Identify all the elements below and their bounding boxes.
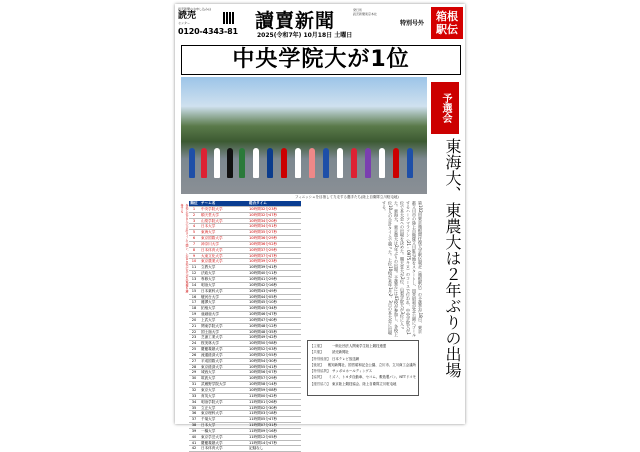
info-key: 【後援】	[310, 362, 324, 367]
cell-team: 山梨学院大学	[201, 218, 223, 223]
cell-rank: 6	[192, 236, 196, 241]
cell-rank: 39	[191, 428, 197, 433]
results-table	[189, 201, 301, 452]
cell-time: 10時間41分29秒	[249, 276, 278, 281]
cell-team: 国士舘大学	[201, 329, 219, 334]
info-list	[310, 343, 416, 387]
header-time: 総合タイム	[249, 201, 267, 205]
cell-rank: 20	[191, 317, 197, 322]
cell-time: 10時間46分47秒	[249, 312, 278, 317]
runner-figure	[407, 148, 413, 178]
cell-rank: 40	[191, 434, 197, 439]
cell-team: 流通経済大学	[201, 352, 223, 357]
cell-time: 11時間01分26秒	[249, 399, 278, 404]
cell-team: 芝浦工業大学	[201, 335, 223, 340]
event-info-box	[307, 340, 419, 396]
cell-time: 記録なし	[249, 446, 264, 451]
cell-team: 育英大学	[201, 393, 216, 398]
cell-time: 10時間39分41秒	[249, 265, 278, 270]
cell-time: 11時間14分47秒	[249, 440, 278, 445]
cell-rank: 34	[191, 399, 197, 404]
cell-rank: 35	[191, 405, 197, 410]
cell-team: 法政大学	[201, 271, 216, 276]
info-value: ミズノ、トヨタ自動車、セコム、敷島製パン、NTTドコモ	[328, 375, 416, 380]
cell-team: 城西大学	[201, 370, 216, 375]
cell-time: 10時間36分29秒	[249, 236, 278, 241]
cell-team: 東京大学	[201, 388, 216, 392]
cell-time: 10時間37分47秒	[249, 253, 278, 258]
cell-time: 10時間37分29秒	[249, 247, 278, 252]
header-team: チーム名	[201, 201, 216, 205]
cell-rank: 15	[191, 288, 197, 293]
runner-figure	[295, 148, 301, 178]
cell-time: 10時間32分23秒	[249, 206, 278, 211]
runner-figure	[351, 148, 357, 178]
cell-time: 11時間00分42秒	[249, 393, 278, 398]
badge-line: 箱根	[436, 10, 458, 23]
cell-time: 10時間36分52秒	[249, 241, 278, 246]
runner-figure	[189, 148, 195, 178]
center-text: センター	[178, 21, 190, 25]
issue-date: 2025(令和7年) 10月18日 土曜日	[257, 32, 353, 39]
cell-team: 中央学院大学	[201, 206, 223, 211]
cell-rank: 18	[191, 306, 197, 311]
publisher-line: 発行所	[353, 8, 363, 12]
runner-figure	[253, 148, 259, 178]
cell-team: 東京農業大学	[201, 259, 223, 264]
info-value: 東京陸上競技協会、陸上自衛隊立川駐屯地	[332, 381, 397, 386]
cell-team: 上武大学	[201, 317, 216, 322]
info-key: 【運営協力】	[310, 381, 331, 386]
cell-time: 10時間48分12秒	[249, 323, 278, 328]
info-key: 【特別後援】	[310, 356, 331, 361]
cell-rank: 16	[191, 294, 197, 299]
cell-rank: 9	[192, 253, 196, 258]
publisher-info	[353, 8, 391, 16]
yomiuri-logo-small: 読売	[178, 11, 197, 21]
cell-time: 10時間39分23秒	[249, 259, 278, 264]
cell-time: 11時間03分18秒	[249, 411, 278, 416]
cell-rank: 26	[191, 352, 197, 357]
cell-team: 立正大学	[201, 405, 216, 410]
cell-rank: 1	[192, 206, 196, 211]
newspaper-page	[175, 4, 465, 451]
cell-team: 駿河台大学	[201, 294, 219, 299]
cell-rank: 5	[192, 230, 196, 235]
info-row	[310, 381, 416, 387]
cell-rank: 13	[191, 276, 197, 281]
runner-figure	[323, 148, 329, 178]
runner-figure	[201, 148, 207, 178]
cell-rank: 31	[191, 382, 197, 387]
cell-team: 関東学院大学	[201, 323, 223, 328]
cell-team: 慶應義塾大学	[201, 347, 223, 352]
phone-number: 0120-4343-81	[178, 27, 238, 36]
cell-time: 10時間52分55秒	[249, 352, 278, 357]
info-value: サッポロホールディングス	[332, 369, 373, 374]
runner-figure	[214, 148, 220, 178]
cell-time: 10時間45分34秒	[249, 306, 278, 311]
cell-team: 東京経済大学	[201, 364, 223, 369]
cell-time: 10時間35分27秒	[249, 230, 278, 235]
cell-team: 平成国際大学	[201, 358, 223, 363]
cell-rank: 27	[191, 358, 197, 363]
cell-team: 大東文化大学	[201, 253, 223, 258]
cell-rank: 24	[191, 341, 197, 346]
cell-rank: 33	[191, 393, 197, 398]
cell-team: 麗澤大学	[201, 300, 216, 305]
table-row	[189, 446, 301, 452]
info-value: 一般社団法人関東学生陸上競技連盟	[332, 344, 387, 348]
runner-figure	[309, 148, 315, 178]
cell-rank: 14	[191, 282, 197, 287]
cell-time: 10時間40分11秒	[249, 271, 278, 276]
cell-team: 東海大学	[201, 230, 216, 235]
cell-team: 順天堂大学	[201, 212, 219, 217]
cell-team: 筑波大学	[201, 376, 216, 381]
side-note: 各校上位10人の合計タイムで競い、上位10校が本大会出場権を獲得する	[180, 204, 189, 293]
cell-team: 日本体育大学	[201, 446, 223, 451]
cell-time: 10時間50分58秒	[249, 341, 278, 346]
vertical-headline: 東海大、東農大は２年ぶりの出場	[443, 138, 462, 378]
cell-rank: 19	[191, 312, 197, 317]
cell-time: 10時間52分03秒	[249, 347, 278, 352]
cell-time: 10時間45分10秒	[249, 300, 278, 305]
info-key: 【共催】	[310, 350, 324, 355]
runner-figure	[239, 148, 245, 178]
cell-rank: 42	[191, 446, 197, 451]
yosenkai-badge: 予選会	[431, 82, 459, 134]
cell-time: 11時間02分30秒	[249, 405, 278, 410]
cell-rank: 28	[191, 364, 197, 369]
runner-figure	[227, 148, 233, 178]
runner-figure	[365, 148, 371, 178]
cell-time: 10時間34分20秒	[249, 218, 278, 223]
cell-rank: 23	[191, 335, 197, 340]
cell-rank: 22	[191, 329, 197, 334]
cell-time: 10時間58分14秒	[249, 382, 278, 387]
cell-rank: 11	[191, 265, 197, 270]
cell-team: 亜細亜大学	[201, 312, 219, 317]
table-body	[189, 207, 301, 452]
info-key: 【特別協賛】	[310, 369, 331, 374]
masthead: 讀賣新聞	[255, 10, 336, 32]
cell-rank: 17	[191, 300, 197, 305]
cell-rank: 41	[191, 440, 197, 445]
cell-rank: 30	[191, 376, 197, 381]
cell-time: 10時間43分49秒	[249, 288, 278, 293]
race-photo	[181, 77, 427, 194]
cell-time: 10時間48分35秒	[249, 329, 278, 334]
special-edition-label: 特別号外	[400, 20, 425, 27]
cell-team: 日本大学	[201, 224, 216, 229]
cell-team: 明治大学	[201, 282, 216, 287]
info-key: 【協賛】	[310, 375, 324, 380]
cell-team: 桜美林大学	[201, 341, 219, 346]
cell-time: 10時間34分51秒	[249, 224, 278, 229]
cell-team: 神奈川大学	[201, 241, 219, 246]
cell-team: 立教大学	[201, 265, 216, 270]
cell-time: 10時間57分29秒	[249, 376, 278, 381]
runner-figure	[379, 148, 385, 178]
cell-team: 日本薬科大学	[201, 288, 223, 293]
cell-team: 慶應義塾大学	[201, 440, 223, 445]
runner-figure	[267, 148, 273, 178]
info-value: 報知新聞社、国営昭和記念公園、立川市、立川商工会議所	[327, 362, 416, 367]
cell-team: 東京学芸大学	[201, 434, 223, 439]
cell-rank: 21	[191, 323, 197, 328]
cell-time: 10時間59分08秒	[249, 388, 278, 392]
cell-time: 11時間07分31秒	[249, 423, 278, 428]
badge-line: 駅伝	[436, 23, 458, 36]
page-header	[175, 4, 465, 44]
info-value: 読売新聞社	[332, 350, 349, 355]
cell-team: 武蔵野学院大学	[201, 382, 227, 387]
photo-caption: フィニッシュを目指して力走する選手たち(陸上自衛隊立川駐屯地)	[295, 195, 399, 199]
cell-time: 10時間49分42秒	[249, 335, 278, 340]
cell-team: 日本大学	[201, 423, 216, 428]
cell-rank: 29	[191, 370, 197, 375]
cell-rank: 3	[192, 218, 196, 223]
cell-team: 日本体育大学	[201, 247, 223, 252]
cell-time: 10時間47分40秒	[249, 317, 278, 322]
cell-rank: 37	[191, 417, 197, 422]
cell-time: 11時間09分16秒	[249, 428, 278, 433]
cell-team: 東京国際大学	[201, 236, 223, 241]
cell-time: 11時間05分47秒	[249, 417, 278, 422]
cell-team: 一橋大学	[201, 428, 216, 433]
subscribe-text: 読売新聞のお申し込みは	[178, 7, 212, 11]
main-headline: 中央学院大が1位	[181, 45, 461, 75]
cell-rank: 38	[191, 423, 197, 428]
cell-time: 10時間44分05秒	[249, 294, 278, 299]
cell-rank: 32	[191, 388, 197, 392]
runner-figure	[393, 148, 399, 178]
cell-time: 10時間55分41秒	[249, 364, 278, 369]
cell-rank: 12	[191, 271, 197, 276]
cell-rank: 25	[191, 347, 197, 352]
cell-time: 11時間12分05秒	[249, 434, 278, 439]
info-value: 日本テレビ放送網	[332, 356, 360, 361]
article-body: 第102回東京箱根間往復大学駅伝競走（箱根駅伝）の予選会が18日、東京都立川市の陸上自衛隊立川駐屯地をスタートし、国営昭和記念公園にゴールするハーフマラソン（21・0975キロ）のコースで行われ、中央学院大が1位で本大会への出場を決めた。順天堂大が2位、山梨学院大が3位に入った。東海大、東京農大は2年ぶりの出場。予選会には43校が参加し、各校上位10人の合計タイムで競った。上位10校が来年1月2、3日の本大会に出場する。	[382, 201, 423, 337]
hakone-ekiden-badge	[431, 7, 463, 39]
runner-figure	[281, 148, 287, 178]
cell-team: 拓殖大学	[201, 306, 216, 311]
cell-team: 東京理科大学	[201, 411, 223, 416]
cell-rank: 7	[192, 241, 196, 246]
cell-time: 10時間56分07秒	[249, 370, 278, 375]
cell-time: 10時間42分16秒	[249, 282, 278, 287]
cell-rank: 2	[192, 212, 196, 217]
cell-rank: 36	[191, 411, 197, 416]
cell-team: 千葉大学	[201, 417, 216, 422]
runner-figure	[337, 148, 343, 178]
cell-team: 明治学院大学	[201, 399, 223, 404]
cell-time: 10時間32分47秒	[249, 212, 278, 217]
publisher-line: 読売新聞東京本社	[353, 12, 378, 16]
qr-code-icon	[223, 12, 235, 24]
cell-rank: 10	[191, 259, 197, 264]
header-rank: 順位	[190, 201, 198, 205]
info-key: 【主催】	[310, 344, 324, 348]
cell-time: 10時間54分30秒	[249, 358, 278, 363]
cell-rank: 4	[192, 224, 196, 229]
cell-rank: 8	[192, 247, 196, 252]
cell-team: 専修大学	[201, 276, 216, 281]
